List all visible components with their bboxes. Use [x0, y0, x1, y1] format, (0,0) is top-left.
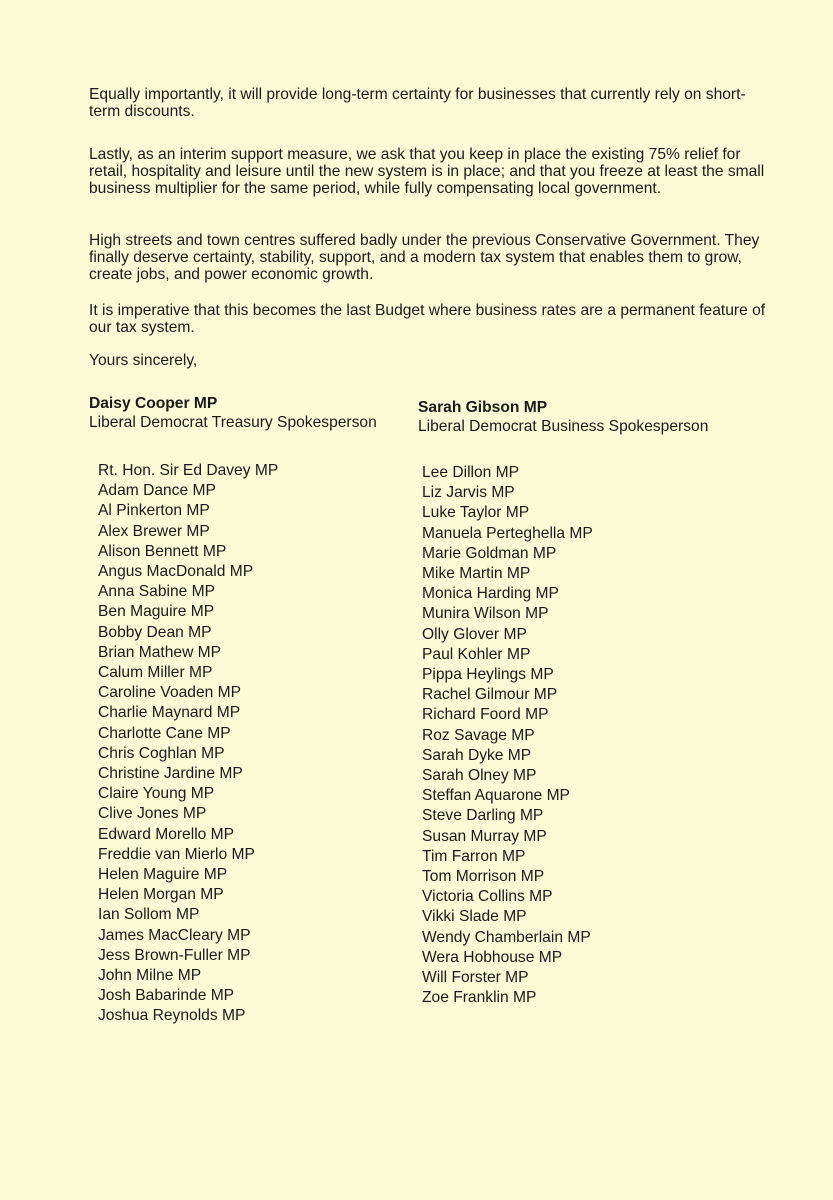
mp-name: Jess Brown-Fuller MP: [98, 946, 251, 964]
mp-name: Clive Jones MP: [98, 805, 207, 823]
mp-name: Luke Taylor MP: [422, 504, 530, 522]
mp-name: Caroline Voaden MP: [98, 684, 242, 702]
mp-name: Angus MacDonald MP: [98, 563, 254, 581]
mp-name: Tom Morrison MP: [422, 868, 545, 886]
mp-name: Christine Jardine MP: [98, 765, 243, 783]
mp-name: Marie Goldman MP: [422, 544, 557, 562]
mp-name: Joshua Reynolds MP: [98, 1007, 246, 1025]
mp-name: James MacCleary MP: [98, 926, 251, 944]
mp-name: Paul Kohler MP: [422, 645, 531, 663]
mp-name: Brian Mathew MP: [98, 643, 222, 661]
mp-name: Ian Sollom MP: [98, 906, 200, 924]
mp-name: Adam Dance MP: [98, 482, 216, 500]
mp-name: Steffan Aquarone MP: [422, 787, 570, 805]
mp-name: Roz Savage MP: [422, 726, 535, 744]
mp-name: Mike Martin MP: [422, 565, 531, 583]
mp-name: Olly Glover MP: [422, 625, 527, 643]
mp-name: Charlotte Cane MP: [98, 724, 231, 742]
mp-name: Wera Hobhouse MP: [422, 948, 563, 966]
mp-name: Richard Foord MP: [422, 706, 549, 724]
mp-name: Helen Maguire MP: [98, 866, 228, 884]
mp-name: Helen Morgan MP: [98, 886, 224, 904]
signatory-name: Daisy Cooper MP: [89, 395, 218, 412]
signatory-treasury: [89, 394, 377, 432]
mp-name: Sarah Dyke MP: [422, 746, 532, 764]
mp-name: Chris Coghlan MP: [98, 744, 225, 762]
mp-name: Al Pinkerton MP: [98, 502, 210, 520]
body-paragraph: Equally importantly, it will provide long-term certainty for businesses that currently rely on short-term discounts.: [89, 86, 746, 120]
mp-name: Susan Murray MP: [422, 827, 547, 845]
mp-name: Monica Harding MP: [422, 585, 559, 603]
mp-name: Josh Babarinde MP: [98, 987, 235, 1005]
mp-name: Freddie van Mierlo MP: [98, 845, 255, 863]
mp-name: Alison Bennett MP: [98, 542, 227, 560]
mp-name: Steve Darling MP: [422, 807, 544, 825]
body-paragraph: Lastly, as an interim support measure, we ask that you keep in place the existing 75% relief for retail, hospitality and leisure until the new system is in place; and that you freeze at least the small business multiplier for the same period, while fully compensating local government.: [89, 146, 765, 197]
mp-name: Wendy Chamberlain MP: [422, 928, 591, 946]
mp-list-right: [422, 463, 593, 1008]
mp-name: Rachel Gilmour MP: [422, 686, 558, 704]
signatory-name: Sarah Gibson MP: [418, 399, 548, 416]
mp-name: Charlie Maynard MP: [98, 704, 241, 722]
closing-salutation: Yours sincerely,: [89, 352, 198, 369]
mp-name: Sarah Olney MP: [422, 767, 537, 785]
mp-name: Rt. Hon. Sir Ed Davey MP: [98, 462, 279, 479]
body-paragraph: It is imperative that this becomes the last Budget where business rates are a permanent feature of our tax system.: [89, 302, 766, 336]
body-paragraph: High streets and town centres suffered badly under the previous Conservative Government. They finally deserve certainty, stability, support, and a modern tax system that enables them to grow, create jobs, and power economic growth.: [89, 232, 760, 283]
mp-list-left: [98, 461, 278, 1027]
mp-name: Claire Young MP: [98, 785, 215, 803]
mp-name: Bobby Dean MP: [98, 623, 212, 641]
mp-name: Victoria Collins MP: [422, 888, 553, 906]
mp-name: John Milne MP: [98, 967, 202, 985]
mp-name: Ben Maguire MP: [98, 603, 215, 621]
signatory-business: [418, 398, 708, 436]
mp-name: Tim Farron MP: [422, 847, 526, 865]
mp-name: Munira Wilson MP: [422, 605, 549, 623]
mp-name: Calum Miller MP: [98, 664, 213, 682]
signatory-role: Liberal Democrat Business Spokesperson: [418, 418, 709, 435]
mp-name: Manuela Perteghella MP: [422, 524, 593, 542]
mp-name: Zoe Franklin MP: [422, 989, 537, 1007]
mp-name: Alex Brewer MP: [98, 522, 210, 540]
mp-name: Will Forster MP: [422, 969, 529, 987]
mp-name: Vikki Slade MP: [422, 908, 527, 926]
mp-name: Liz Jarvis MP: [422, 484, 515, 502]
mp-name: Anna Sabine MP: [98, 583, 216, 601]
mp-name: Lee Dillon MP: [422, 464, 520, 481]
mp-name: Pippa Heylings MP: [422, 666, 554, 684]
mp-name: Edward Morello MP: [98, 825, 235, 843]
signatory-role: Liberal Democrat Treasury Spokesperson: [89, 414, 377, 431]
